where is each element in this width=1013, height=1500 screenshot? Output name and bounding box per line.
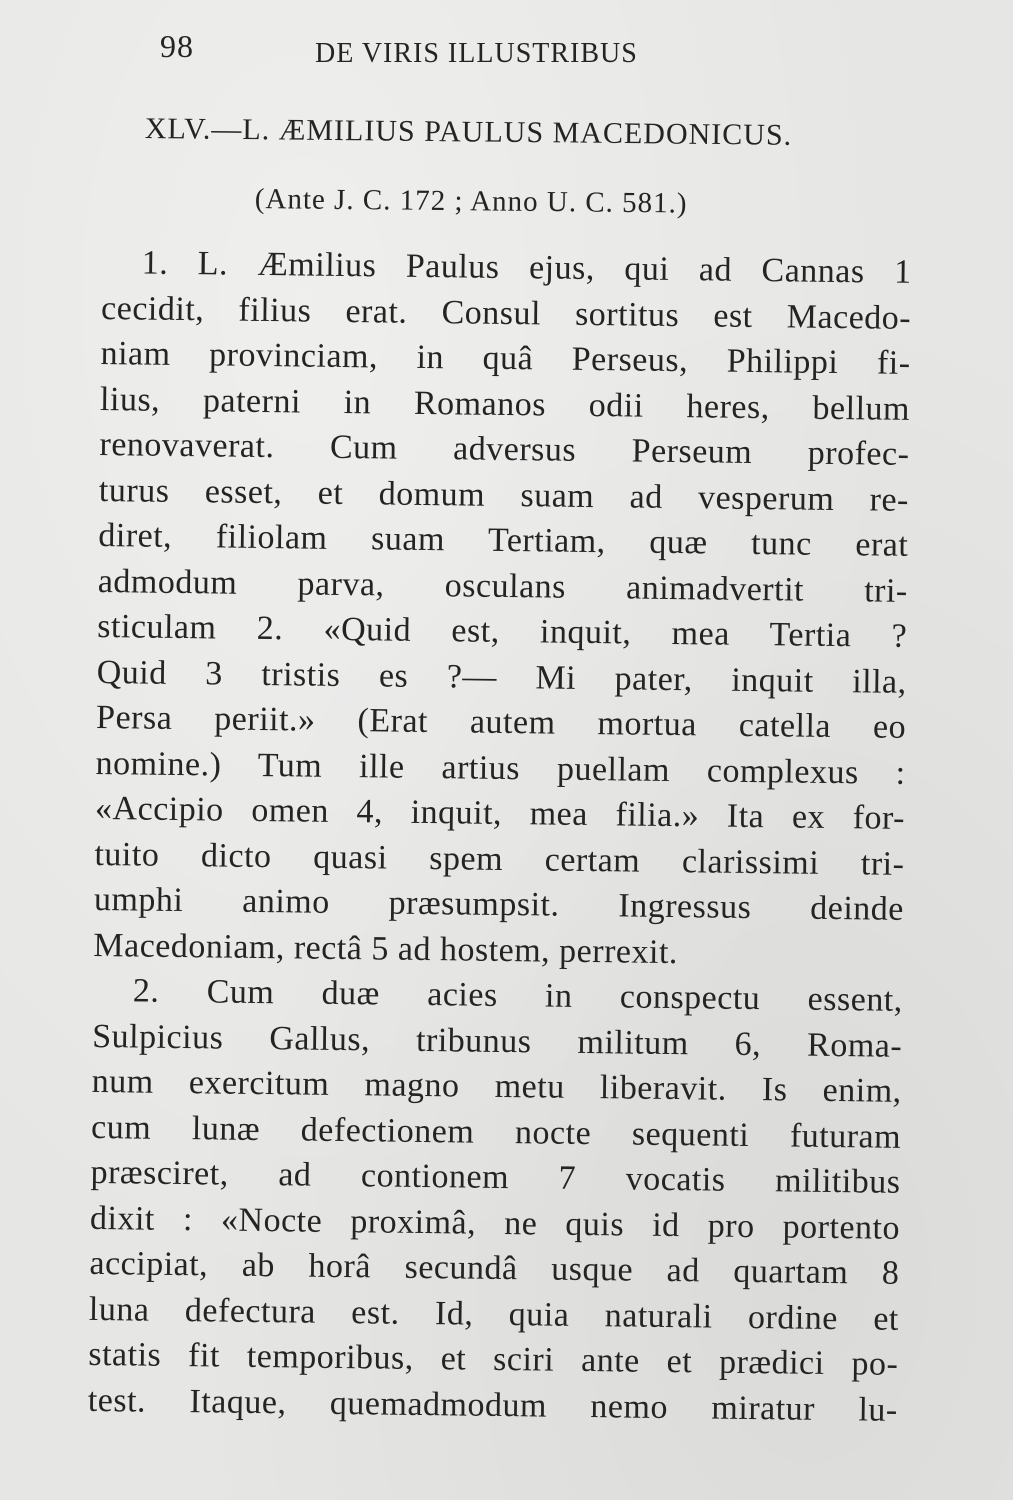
chapter-heading: XLV.—L. ÆMILIUS PAULUS MACEDONICUS. (144, 112, 793, 152)
text-line: 1. L. Æmilius Paulus ejus, qui ad Cannas 1 (141, 244, 912, 291)
text-line: dixit : «Nocte proximâ, ne quis id pro portento (89, 1199, 901, 1247)
chapter-date: (Ante J. C. 172 ; Anno U. C. 581.) (254, 183, 688, 220)
text-line: præsciret, ad contionem 7 vocatis militibus (90, 1153, 901, 1201)
text-line: Macedoniam, rectâ 5 ad hostem, perrexit. (93, 926, 679, 971)
text-line: accipiat, ab horâ secundâ usque ad quartam 8 (89, 1244, 900, 1292)
running-head (160, 28, 720, 78)
text-line: nomine.) Tum ille artius puellam complexus : (95, 744, 906, 792)
body-text (88, 240, 912, 1433)
running-title: DE VIRIS ILLUSTRIBUS (315, 38, 638, 69)
text-line: luna defectura est. Id, quia naturali ordine et (88, 1290, 900, 1338)
text-line: num exercitum magno metu liberavit. Is enim, (91, 1062, 902, 1110)
text-line: sticulam 2. «Quid est, inquit, mea Tertia ? (97, 607, 908, 655)
text-line: Sulpicius Gallus, tribunus militum 6, Roma- (92, 1017, 903, 1065)
text-line: «Accipio omen 4, inquit, mea filia.» Ita ex for- (94, 789, 906, 837)
text-line: Quid 3 tristis es ?— Mi pater, inquit illa, (96, 653, 907, 701)
text-line: diret, filiolam suam Tertiam, quæ tunc erat (98, 516, 909, 564)
text-line: statis fit temporibus, et sciri ante et prædici po- (88, 1335, 899, 1383)
text-line: cecidit, filius erat. Consul sortitus est Macedo- (100, 289, 912, 337)
text-line: Persa periit.» (Erat autem mortua catella eo (95, 698, 907, 746)
text-line: cum lunæ defectionem nocte sequenti futuram (90, 1108, 902, 1156)
text-line: lius, paterni in Romanos odii heres, bellum (99, 380, 911, 428)
text-line: admodum parva, osculans animadvertit tri- (97, 562, 908, 610)
text-line: renovaverat. Cum adversus Perseum profec- (99, 425, 910, 473)
text-line: turus esset, et domum suam ad vesperum re- (98, 471, 910, 519)
text-line: 2. Cum duæ acies in conspectu essent, (132, 972, 903, 1019)
text-line: umphi animo præsumpsit. Ingressus deinde (93, 880, 905, 928)
text-line: test. Itaque, quemadmodum nemo miratur lu- (87, 1381, 898, 1429)
page-number: 98 (160, 28, 194, 64)
text-line: tuito dicto quasi spem certam clarissimi tri- (94, 835, 905, 883)
text-line: niam provinciam, in quâ Perseus, Philippi fi- (100, 334, 911, 382)
